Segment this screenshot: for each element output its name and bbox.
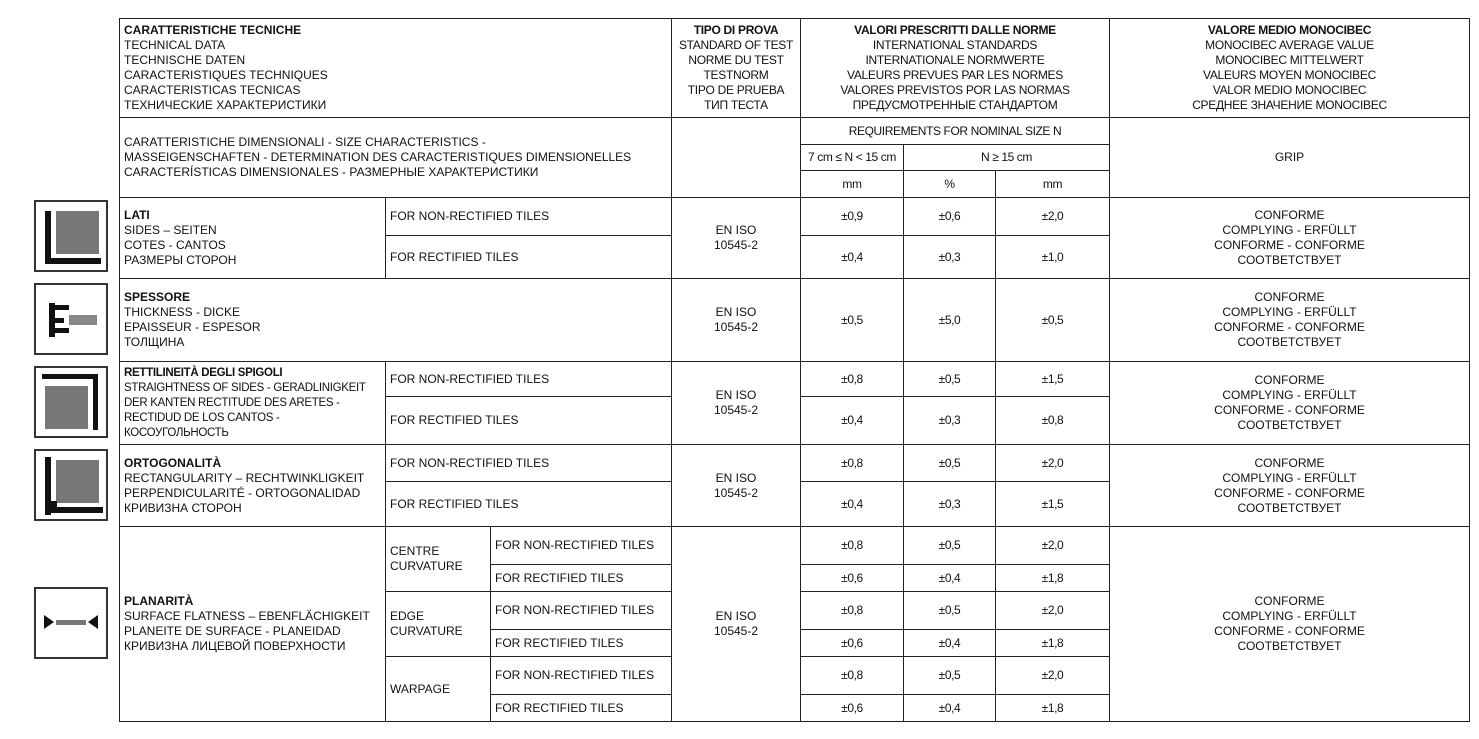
header-line: ПРЕДУСМОТРЕННЫЕ СТАНДАРТОМ [852,98,1058,112]
value-cell: ±0,5 [904,657,996,695]
size-label-line: MASSEIGENSCHAFTEN - DETERMINATION DES CARACTERISTIQUES DIMENSIONELLES [124,150,632,164]
tile-type-label: FOR NON-RECTIFIED TILES [386,198,672,236]
centre-curvature-label: CENTRE CURVATURE [386,527,491,592]
value-cell: ±0,4 [904,565,996,592]
table-row [120,198,1470,236]
header-standards [801,19,1110,118]
header-title: VALORI PRESCRITTI DALLE NORME [854,23,1056,37]
value-cell: ±1,5 [996,482,1110,527]
value-cell: ±0,8 [801,445,904,482]
value-cell: ±1,8 [996,630,1110,657]
thickness-icon [34,283,108,355]
table-row [120,527,1470,565]
result-line: CONFORME [1254,373,1325,387]
value-cell: ±0,4 [801,482,904,527]
standard-cell [672,198,801,279]
section-line: SIDES – SEITEN [124,223,217,237]
standard-line: EN ISO [715,609,757,623]
value-cell: ±0,5 [801,279,904,362]
standard-line: EN ISO [715,305,757,319]
section-title: LATI [124,208,150,222]
header-line: MONOCIBEC MITTELWERT [1215,53,1364,67]
value-cell: ±2,0 [996,592,1110,630]
tile-type-label: FOR NON-RECTIFIED TILES [386,362,672,397]
result-cell [1110,445,1470,527]
value-cell: ±1,0 [996,236,1110,279]
section-line: STRAIGHTNESS OF SIDES - GERADLINIGKEIT [124,381,366,394]
standard-cell [672,445,801,527]
value-cell: ±0,3 [904,482,996,527]
result-cell [1110,527,1470,722]
value-cell: ±0,4 [801,236,904,279]
section-line: THICKNESS - DICKE [124,305,241,319]
size-label-line: CARACTERÍSTICAS DIMENSIONALES - РАЗМЕРНЫЕ ХАРАКТЕРИСТИКИ [124,165,539,179]
rectangularity-icon [34,449,108,521]
value-cell: ±2,0 [996,657,1110,695]
header-line: TECHNISCHE DATEN [124,53,246,67]
tile-type-label: FOR RECTIFIED TILES [491,565,672,592]
standard-line: 10545-2 [713,238,759,252]
size-label-line: CARATTERISTICHE DIMENSIONALI - SIZE CHARACTERISTICS - [124,135,486,149]
tile-type-label: FOR RECTIFIED TILES [386,397,672,445]
result-line: CONFORME [1254,594,1325,608]
header-line: TECHNICAL DATA [124,38,226,52]
value-cell: ±1,8 [996,695,1110,722]
header-line: ТЕХНИЧЕСКИЕ ХАРАКТЕРИСТИКИ [124,98,327,112]
value-cell: ±0,9 [801,198,904,236]
table-row [120,445,1470,482]
table-row [120,279,1470,362]
section-line: PLANEITE DE SURFACE - PLANEIDAD [124,624,341,638]
standard-cell [672,279,801,362]
standard-line: 10545-2 [713,624,759,638]
lati-label [120,198,386,279]
header-line: VALEURS PREVUES PAR LES NORMES [847,68,1063,82]
value-cell: ±0,4 [904,630,996,657]
result-line: CONFORME - CONFORME [1214,485,1365,500]
section-title: PLANARITÀ [124,594,194,608]
value-cell: ±0,5 [904,527,996,565]
tile-type-label: FOR NON-RECTIFIED TILES [386,445,672,482]
requirements-label: REQUIREMENTS FOR NOMINAL SIZE N [801,118,1110,145]
value-cell: ±5,0 [904,279,996,362]
section-line: КРИВИЗНА ЛИЦЕВОЙ ПОВЕРХНОСТИ [124,639,346,653]
result-line: CONFORME [1254,455,1325,470]
result-line: CONFORME [1254,208,1325,222]
ortogonalita-label [120,445,386,527]
result-line: CONFORME - CONFORME [1214,403,1365,417]
header-line: INTERNATIONALE NORMWERTE [865,53,1045,67]
tile-type-label: FOR RECTIFIED TILES [386,236,672,279]
value-cell: ±0,8 [801,657,904,695]
value-cell: ±2,0 [996,445,1110,482]
section-line: КОСОУГОЛЬНОСТЬ [124,426,229,439]
value-cell: ±0,6 [801,695,904,722]
tile-type-label: FOR NON-RECTIFIED TILES [491,527,672,565]
value-cell: ±1,5 [996,362,1110,397]
header-test-type [672,19,801,118]
header-average [1110,19,1470,118]
range-large: N ≥ 15 cm [904,145,1110,171]
product-name: GRIP [1110,118,1470,198]
result-line: COMPLYING - ERFÜLLT [1222,609,1357,623]
header-line: MONOCIBEC AVERAGE VALUE [1205,38,1374,52]
value-cell: ±0,8 [801,527,904,565]
unit-mm-large: mm [996,171,1110,198]
tile-type-label: FOR RECTIFIED TILES [491,695,672,722]
header-line: VALOR MEDIO MONOCIBEC [1212,83,1367,97]
section-line: DER KANTEN RECTITUDE DES ARETES - [124,396,340,409]
header-line: TESTNORM [703,68,769,82]
unit-percent: % [904,171,996,198]
value-cell: ±0,5 [996,279,1110,362]
header-line: VALEURS MOYEN MONOCIBEC [1203,68,1376,82]
header-line: СРЕДНЕЕ ЗНАЧЕНИЕ MONOCIBEC [1192,98,1387,112]
size-test-blank [672,118,801,198]
result-line: СООТВЕТСТВУЕТ [1237,500,1342,515]
section-line: RECTANGULARITY – RECHTWINKLIGKEIT [124,470,365,485]
result-cell [1110,198,1470,279]
edge-curvature-label: EDGE CURVATURE [386,592,491,657]
standard-line: 10545-2 [713,403,759,417]
result-line: CONFORME - CONFORME [1214,238,1365,252]
result-line: CONFORME [1254,290,1325,304]
standard-cell [672,362,801,445]
result-cell [1110,279,1470,362]
value-cell: ±0,5 [904,362,996,397]
result-line: СООТВЕТСТВУЕТ [1237,418,1342,432]
result-line: COMPLYING - ERFÜLLT [1222,305,1357,319]
standard-line: 10545-2 [713,320,759,334]
tile-type-label: FOR NON-RECTIFIED TILES [491,657,672,695]
tile-type-label: FOR RECTIFIED TILES [491,630,672,657]
result-line: COMPLYING - ERFÜLLT [1222,388,1357,402]
value-cell: ±0,5 [904,445,996,482]
header-row [120,19,1470,118]
result-line: CONFORME - CONFORME [1214,624,1365,638]
section-title: RETTILINEITÀ DEGLI SPIGOLI [124,366,283,379]
result-line: СООТВЕТСТВУЕТ [1237,335,1342,349]
standard-line: EN ISO [715,223,757,237]
value-cell: ±2,0 [996,198,1110,236]
section-line: КРИВИЗНА СТОРОН [124,500,242,515]
header-line: NORME DU TEST [688,53,784,67]
section-line: ТОЛЩИНА [124,335,185,349]
section-line: EPAISSEUR - ESPESOR [124,320,261,334]
header-line: ТИП ТЕСТА [704,98,768,112]
value-cell: ±0,6 [801,630,904,657]
section-line: RECTIDUD DE LOS CANTOS - [124,411,280,424]
value-cell: ±0,8 [801,592,904,630]
header-title: CARATTERISTICHE TECNICHE [124,23,302,37]
section-title: SPESSORE [124,290,191,304]
standard-cell [672,527,801,722]
header-characteristics [120,19,672,118]
technical-data-table [119,18,1470,722]
result-line: COMPLYING - ERFÜLLT [1222,223,1357,237]
section-line: PERPENDICULARITÉ - ORTOGONALIDAD [124,485,361,500]
section-line: РАЗМЕРЫ СТОРОН [124,253,237,267]
value-cell: ±0,4 [904,695,996,722]
header-title: TIPO DI PROVA [693,23,779,37]
table-row [120,362,1470,397]
value-cell: ±0,4 [801,397,904,445]
section-title: ORTOGONALITÀ [124,455,222,470]
header-line: TIPO DE PRUEBA [687,83,785,97]
header-line: CARACTERISTICAS TECNICAS [124,83,301,97]
straightness-icon [34,366,108,438]
standard-line: EN ISO [715,470,757,485]
result-line: CONFORME - CONFORME [1214,320,1365,334]
header-line: STANDARD OF TEST [678,38,794,52]
spessore-label [120,279,672,362]
tile-type-label: FOR RECTIFIED TILES [386,482,672,527]
result-cell [1110,362,1470,445]
unit-mm: mm [801,171,904,198]
header-line: VALORES PREVISTOS POR LAS NORMAS [840,83,1070,97]
header-title: VALORE MEDIO MONOCIBEC [1207,23,1372,37]
size-characteristics-label [120,118,672,198]
header-line: INTERNATIONAL STANDARDS [872,38,1038,52]
value-cell: ±0,8 [996,397,1110,445]
value-cell: ±0,6 [801,565,904,592]
standard-line: 10545-2 [713,485,759,500]
value-cell: ±0,8 [801,362,904,397]
value-cell: ±0,5 [904,592,996,630]
result-line: СООТВЕТСТВУЕТ [1237,253,1342,267]
value-cell: ±0,3 [904,236,996,279]
flatness-icon [34,587,108,659]
planarita-label [120,527,386,722]
result-line: СООТВЕТСТВУЕТ [1237,639,1342,653]
header-line: CARACTERISTIQUES TECHNIQUES [124,68,328,82]
value-cell: ±0,6 [904,198,996,236]
tile-type-label: FOR NON-RECTIFIED TILES [491,592,672,630]
size-header-row [120,118,1470,145]
section-line: COTES - CANTOS [124,238,226,252]
standard-line: EN ISO [715,388,757,402]
value-cell: ±1,8 [996,565,1110,592]
warpage-label: WARPAGE [386,657,491,722]
value-cell: ±0,3 [904,397,996,445]
range-small: 7 cm ≤ N < 15 cm [801,145,904,171]
section-line: SURFACE FLATNESS – EBENFLÄCHIGKEIT [124,609,370,623]
sides-icon [34,200,108,272]
value-cell: ±2,0 [996,527,1110,565]
result-line: COMPLYING - ERFÜLLT [1222,470,1357,485]
rettilineita-label [120,362,386,445]
